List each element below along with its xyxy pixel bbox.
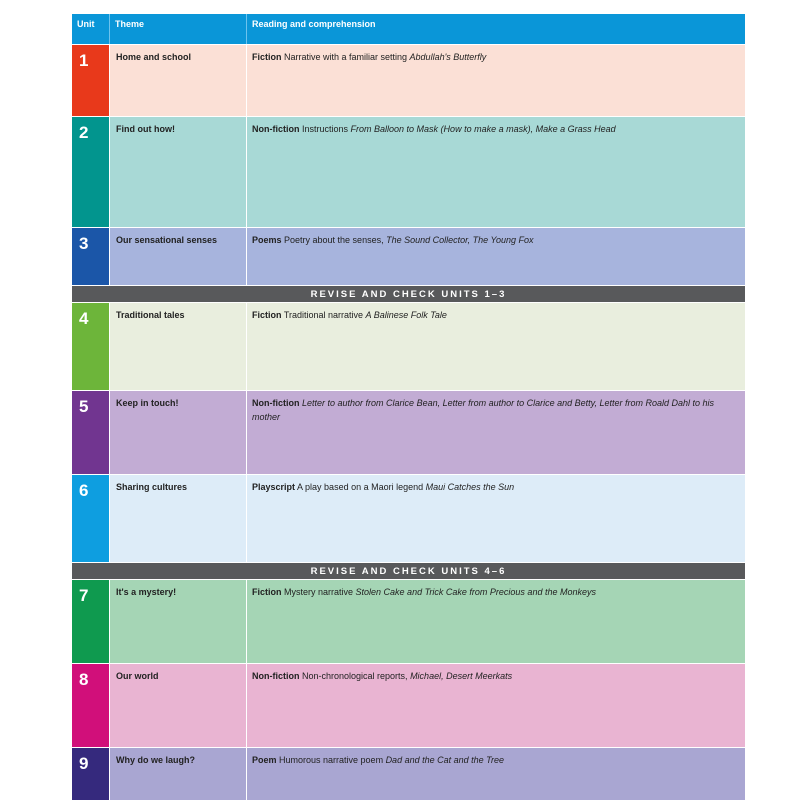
table-row-unit-2 [72,117,745,228]
unit-theme: Keep in touch! [110,391,247,474]
unit-reading [247,748,745,800]
genre-label: Fiction [252,310,282,320]
unit-number: 3 [72,228,110,285]
reading-description: Mystery narrative [281,587,356,597]
genre-label: Non-fiction [252,671,300,681]
reading-description: Poetry about the senses, [281,235,387,245]
unit-reading [247,45,745,116]
reading-description: Narrative with a familiar setting [281,52,410,62]
reading-titles: Letter to author from Clarice Bean, Letter from author to Clarice and Betty, Letter from Roald Dahl to his mother [252,398,715,422]
genre-label: Poems [252,235,282,245]
units-table [72,14,745,800]
genre-label: Non-fiction [252,398,300,408]
unit-number: 8 [72,664,110,747]
revise-banner-1-3: REVISE AND CHECK UNITS 1–3 [72,286,745,303]
table-row-unit-9 [72,748,745,800]
table-header-row [72,14,745,45]
unit-theme: Sharing cultures [110,475,247,562]
genre-label: Non-fiction [252,124,300,134]
genre-label: Fiction [252,52,282,62]
reading-titles: Stolen Cake and Trick Cake from Precious and the Monkeys [355,587,596,597]
unit-reading [247,117,745,227]
table-row-unit-7 [72,580,745,664]
table-row-unit-8 [72,664,745,748]
unit-theme: Home and school [110,45,247,116]
reading-description: A play based on a Maori legend [295,482,426,492]
unit-number: 5 [72,391,110,474]
unit-reading [247,303,745,390]
unit-theme: Find out how! [110,117,247,227]
unit-reading [247,664,745,747]
unit-theme: Why do we laugh? [110,748,247,800]
table-row-unit-4 [72,303,745,391]
reading-titles: The Sound Collector, The Young Fox [386,235,534,245]
unit-number: 1 [72,45,110,116]
unit-theme: Traditional tales [110,303,247,390]
reading-titles: Dad and the Cat and the Tree [385,755,504,765]
reading-description: Humorous narrative poem [276,755,386,765]
table-row-unit-6 [72,475,745,563]
unit-theme: It's a mystery! [110,580,247,663]
reading-titles: A Balinese Folk Tale [365,310,447,320]
genre-label: Fiction [252,587,282,597]
revise-banner-4-6: REVISE AND CHECK UNITS 4–6 [72,563,745,580]
unit-reading [247,475,745,562]
header-unit: Unit [72,14,110,44]
reading-description: Traditional narrative [281,310,366,320]
reading-titles: Maui Catches the Sun [425,482,515,492]
genre-label: Poem [252,755,277,765]
unit-number: 9 [72,748,110,800]
header-theme: Theme [110,14,247,44]
table-row-unit-3 [72,228,745,286]
reading-titles: Abdullah's Butterfly [409,52,487,62]
reading-description: Instructions [299,124,351,134]
unit-theme: Our sensational senses [110,228,247,285]
reading-titles: From Balloon to Mask (How to make a mask), Make a Grass Head [350,124,616,134]
unit-number: 6 [72,475,110,562]
unit-reading [247,580,745,663]
genre-label: Playscript [252,482,296,492]
unit-reading [247,228,745,285]
table-row-unit-5 [72,391,745,475]
unit-theme: Our world [110,664,247,747]
unit-number: 2 [72,117,110,227]
header-reading: Reading and comprehension [252,19,376,29]
table-row-unit-1 [72,45,745,117]
unit-number: 4 [72,303,110,390]
reading-titles: Michael, Desert Meerkats [410,671,513,681]
unit-number: 7 [72,580,110,663]
reading-description: Non-chronological reports, [299,671,411,681]
unit-reading [247,391,745,474]
